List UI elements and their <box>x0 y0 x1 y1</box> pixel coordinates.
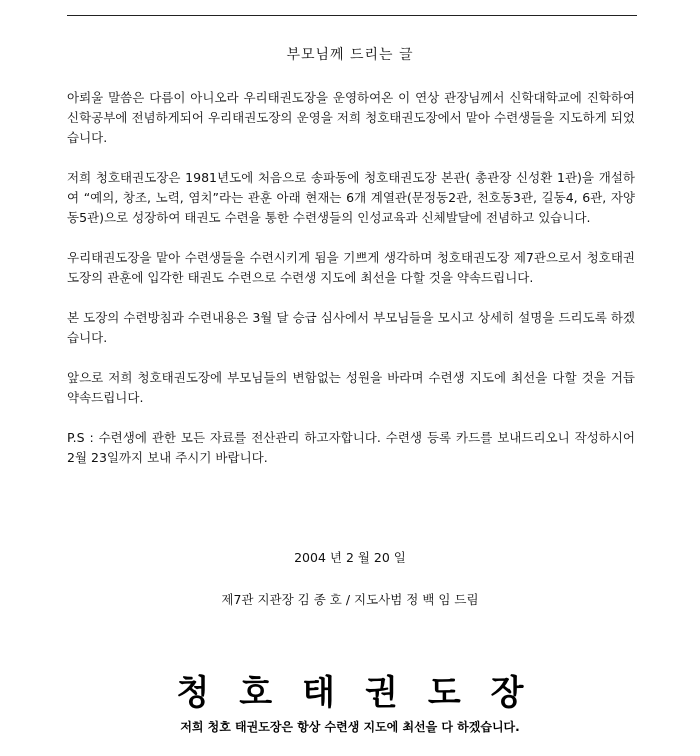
paragraph-history: 저희 청호태권도장은 1981년도에 처음으로 송파동에 청호태권도장 본관( 총관장 신성환 1관)을 개설하여 “예의, 창조, 노력, 염치”라는 관훈 아래 현재는 6개 계열관(문정동2관, 천호동3관, 길동4, 6관, 자양동5관)으로 성장하여 태권도 수련을 통한 수련생들의 인성교육과 신체발달에 전념하고 있습니다. <box>67 170 635 225</box>
dojang-brand-name: 청호태권도장 <box>176 673 554 713</box>
paragraph-postscript: P.S : 수련생에 관한 모든 자료를 전산관리 하고자합니다. 수련생 등록 카드를 보내드리오니 작성하시어 2월 23일까지 보내 주시기 바랍니다. <box>67 430 635 465</box>
letter-date: 2004 년 2 월 20 일 <box>294 550 406 565</box>
letter-signature: 제7관 지관장 김 종 호 / 지도사범 정 백 임 드림 <box>221 592 479 607</box>
letter-title: 부모님께 드리는 글 <box>286 47 414 63</box>
paragraph-commitment: 우리태권도장을 맡아 수련생들을 수련시키게 됨을 기쁘게 생각하며 청호태권도장 제7관으로서 청호태권도장의 관훈에 입각한 태권도 수련으로 수련생 지도에 최선을 다할 것을 약속드립니다. <box>67 250 635 285</box>
top-divider <box>67 15 637 16</box>
paragraph-intro: 아뢰울 말씀은 다름이 아니오라 우리태권도장을 운영하여온 이 연상 관장님께서 신학대학교에 진학하여 신학공부에 전념하게되어 우리태권도장의 운영을 저희 청호태권도장에서 맡아 수련생들을 지도하게 되었습니다. <box>67 90 635 145</box>
paragraph-explanation: 본 도장의 수련방침과 수련내용은 3월 달 승급 심사에서 부모님들을 모시고 상세히 설명을 드리도록 하겠습니다. <box>67 310 635 345</box>
paragraph-promise: 앞으로 저희 청호태권도장에 부모님들의 변함없는 성원을 바라며 수련생 지도에 최선을 다할 것을 거듭 약속드립니다. <box>67 370 635 405</box>
letter-body <box>67 88 635 488</box>
dojang-slogan: 저희 청호 태권도장은 항상 수련생 지도에 최선을 다 하겠습니다. <box>180 720 520 734</box>
